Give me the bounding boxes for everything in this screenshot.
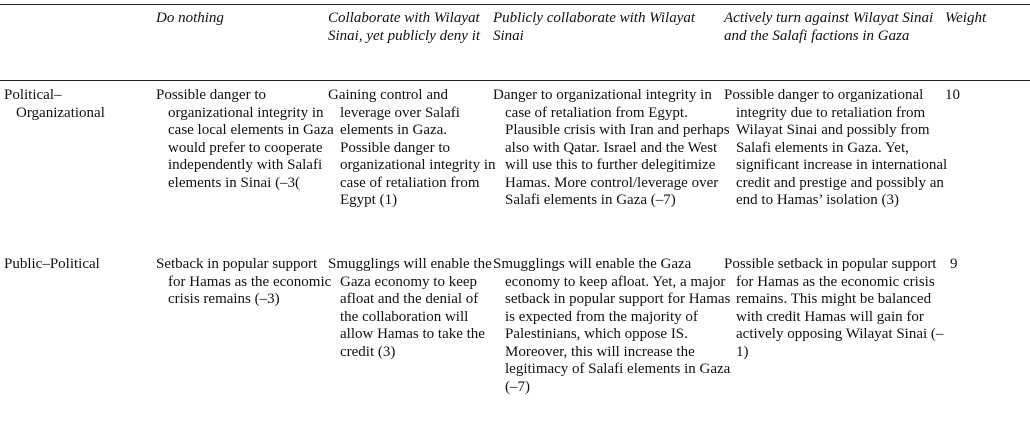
cell-do-nothing: Possible danger to organizational integrity in case local elements in Gaza would prefer to cooperate independently with Salafi elements in Sinai (–3( [156, 87, 334, 191]
header-weight: Weight [945, 10, 987, 26]
cell-collaborate-public: Smugglings will enable the Gaza economy to keep afloat. Yet, a major setback in popular support for Hamas is expected from the majority of Palestinians, which oppose IS. Moreover, this will increase the legitimacy of Salafi elements in Gaza (–7) [493, 256, 731, 395]
cell-weight: 9 [950, 256, 958, 272]
table-top-rule [0, 4, 1030, 5]
cell-collaborate-public: Danger to organizational integrity in case of retaliation from Egypt. Plausible crisis with Iran and perhaps also with Qatar. Israel and the West will use this to further delegitimize Hamas. More control/leverage over Salafi elements in Gaza (–7) [493, 87, 730, 208]
header-rule [0, 80, 1030, 81]
row-label-public-political: Public–Political [4, 256, 100, 272]
cell-turn-against: Possible danger to organizational integrity due to retaliation from Wilayat Sinai and possibly from Salafi elements in Gaza. Yet, significant increase in international credit and prestige and possibly an end to Hamas’ isolation (3) [724, 87, 948, 208]
header-turn-against: Actively turn against Wilayat Sinai and the Salafi factions in Gaza [724, 10, 934, 44]
cell-collaborate-deny: Gaining control and leverage over Salafi elements in Gaza. Possible danger to organizational integrity in case of retaliation from Egypt (1) [328, 87, 496, 208]
cell-collaborate-deny: Smugglings will enable the Gaza economy to keep afloat and the denial of the collaboration will allow Hamas to take the credit (3) [328, 256, 492, 360]
cell-weight: 10 [945, 87, 960, 103]
row-label-political-organizational: Political– Organizational [4, 87, 105, 121]
header-collaborate-public: Publicly collaborate with Wilayat Sinai [493, 10, 696, 44]
header-collaborate-deny: Collaborate with Wilayat Sinai, yet publicly deny it [328, 10, 481, 44]
header-do-nothing: Do nothing [156, 10, 224, 26]
cell-do-nothing: Setback in popular support for Hamas as the economic crisis remains (–3) [156, 256, 332, 307]
cell-turn-against: Possible setback in popular support for Hamas as the economic crisis remains. This might be balanced with credit Hamas will gain for actively opposing Wilayat Sinai (–1) [724, 256, 944, 360]
